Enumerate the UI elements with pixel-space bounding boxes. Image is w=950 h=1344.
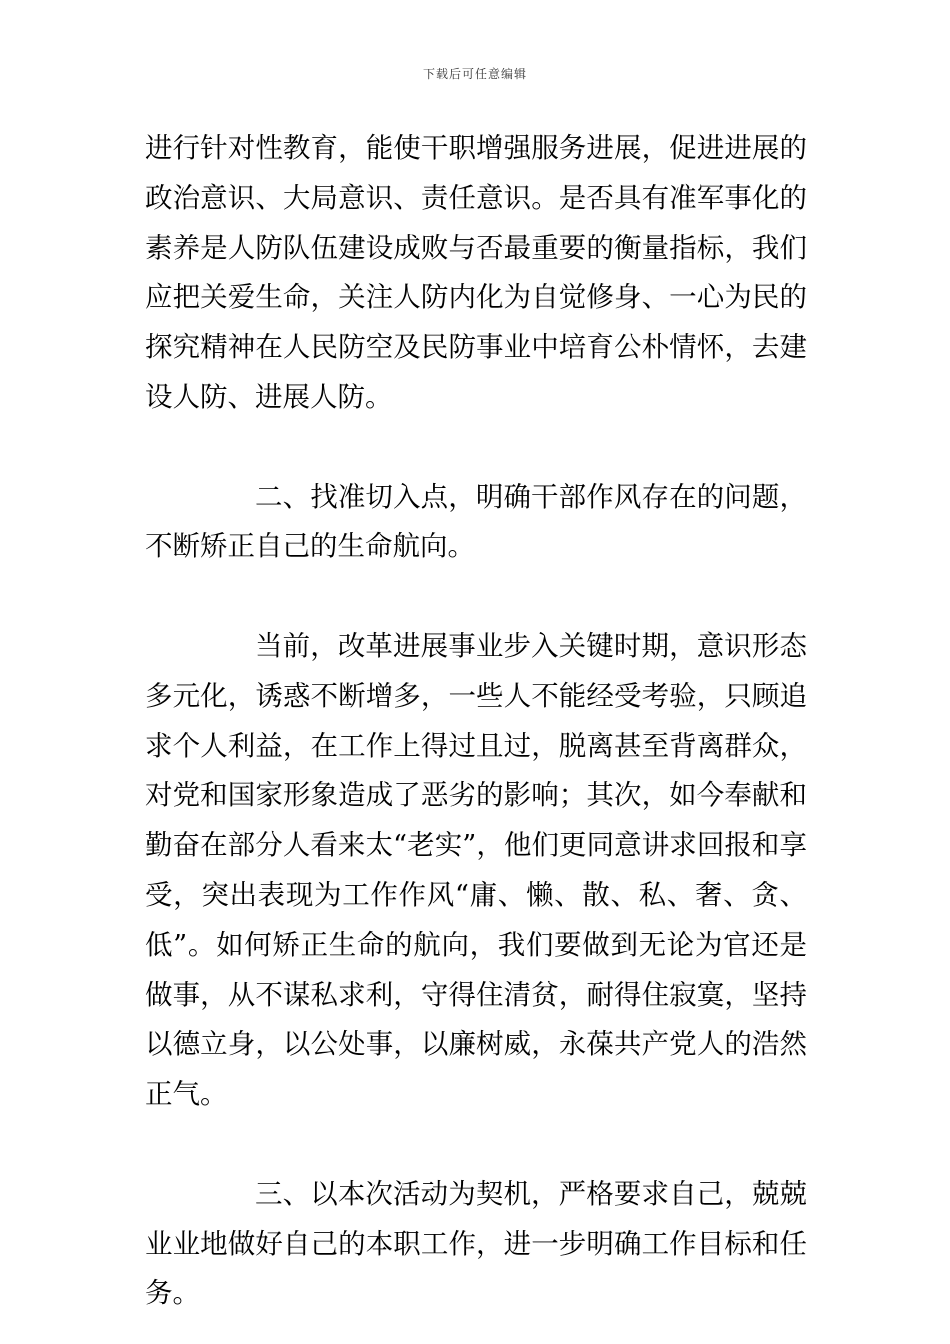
paragraph-continuation: 进行针对性教育，能使干职增强服务进展，促进进展的政治意识、大局意识、责任意识。是否具有准军事化的素养是人防队伍建设成败与否最重要的衡量指标，我们应把关爱生命，关注人防内化为自觉修身、一心为民的探究精神在人民防空及民防事业中培育公朴情怀，去建设人防、进展人防。 [145,132,807,413]
section-heading-two: 二、找准切入点，明确干部作风存在的问题，不断矫正自己的生命航向。 [145,480,807,563]
section-heading-three: 三、以本次活动为契机，严格要求自己，兢兢业业地做好自己的本职工作，进一步明确工作目标和任务。 [145,1177,807,1310]
page-header: 下载后可任意编辑 [422,67,527,81]
document-body [145,124,807,1319]
paragraph-spacer [145,1120,807,1170]
paragraph-current-situation: 当前，改革进展事业步入关键时期，意识形态多元化，诱惑不断增多，一些人不能经受考验，只顾追求个人利益，在工作上得过且过，脱离甚至背离群众，对党和国家形象造成了恶劣的影响；其次，如今奉献和勤奋在部分人看来太“老实”，他们更同意讲求回报和享受，突出表现为工作作风“庸、懒、散、私、奢、贪、低”。如何矫正生命的航向，我们要做到无论为官还是做事，从不谋私求利，守得住清贫，耐得住寂寞，坚持以德立身，以公处事，以廉树威，永葆共产党人的浩然正气。 [145,629,807,1111]
paragraph-spacer [145,423,807,473]
paragraph-spacer [145,572,807,622]
